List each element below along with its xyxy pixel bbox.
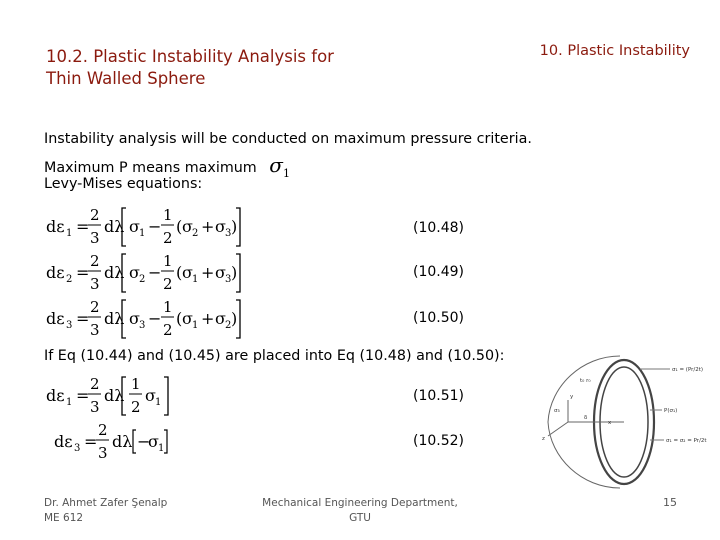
equation-number-10-49: (10.49) [413,264,465,280]
svg-text:2: 2 [139,274,146,285]
svg-text:dλ: dλ [104,217,125,236]
svg-text:2: 2 [90,252,100,270]
svg-text:−: − [148,217,162,236]
author-name: Dr. Ahmet Zafer Şenalp [44,497,168,509]
svg-text:σ: σ [182,309,193,328]
svg-text:2: 2 [90,375,100,393]
svg-text:dλ: dλ [104,309,125,328]
equation-10-52 [44,418,184,464]
slide-title: 10.2. Plastic Instability Analysis for Thin Walled Sphere [46,47,334,88]
svg-text:σ: σ [182,263,193,282]
equation-number-10-51: (10.51) [413,388,465,404]
svg-text:2: 2 [66,274,73,285]
footer-department [258,496,462,526]
svg-text:−: − [137,432,151,451]
thin-walled-sphere-figure [532,352,712,492]
svg-text:1: 1 [163,298,173,316]
equation-number-10-52: (10.52) [413,433,465,449]
svg-text:): ) [231,263,238,282]
figure-label-center: δ [584,415,588,421]
svg-text:=: = [76,263,90,282]
svg-text:=: = [76,217,90,236]
equation-number-10-48: (10.48) [413,220,465,236]
figure-label-top-left: t₀ r₀ [580,378,591,384]
svg-text:σ: σ [215,309,226,328]
svg-text:3: 3 [90,398,100,416]
figure-label-top-right: σ₁ = (Pr/2t) [672,367,704,373]
svg-text:1: 1 [163,252,173,270]
equation-10-48 [44,203,244,249]
svg-text:3: 3 [225,228,232,239]
svg-text:3: 3 [90,275,100,293]
svg-text:2: 2 [163,321,173,339]
levy-mises-heading: Levy-Mises equations: [44,176,203,192]
intro-line: Instability analysis will be conducted on maximum pressure criteria. [44,131,532,147]
svg-text:(: ( [176,263,183,282]
substitution-line: If Eq (10.44) and (10.45) are placed into Eq (10.48) and (10.50): [44,348,505,364]
svg-text:1: 1 [66,228,73,239]
svg-text:3: 3 [74,443,81,454]
equation-10-49 [44,249,244,295]
svg-text:(: ( [176,309,183,328]
svg-text:3: 3 [139,320,146,331]
equation-10-49-math [44,249,244,295]
equation-10-50-math [44,295,244,341]
page-number: 15 [663,496,677,509]
svg-text:dλ: dλ [112,432,133,451]
svg-text:−: − [148,263,162,282]
max-pressure-text: Maximum P means maximum [44,160,257,176]
svg-text:=: = [76,386,90,405]
svg-text:3: 3 [98,444,108,462]
equation-10-51 [44,372,184,418]
svg-text:2: 2 [98,421,108,439]
svg-text:2: 2 [163,275,173,293]
svg-text:σ: σ [129,217,140,236]
svg-text:3: 3 [90,321,100,339]
equation-10-52-math [44,418,184,464]
svg-text:dε: dε [46,263,65,282]
svg-text:+: + [201,217,215,236]
department-name: Mechanical Engineering Department, [262,497,458,509]
svg-text:2: 2 [192,228,199,239]
equation-10-48-math [44,203,244,249]
svg-text:+: + [201,309,215,328]
svg-text:): ) [231,309,238,328]
svg-text:1: 1 [155,397,162,408]
figure-label-bottom-right: σ₁ = σ₂ = Pr/2t [666,438,707,444]
svg-text:σ: σ [182,217,193,236]
svg-text:2: 2 [90,298,100,316]
svg-text:dλ: dλ [104,263,125,282]
svg-text:σ: σ [215,263,226,282]
svg-text:2: 2 [90,206,100,224]
svg-text:1: 1 [158,443,165,454]
figure-label-y: y [570,394,574,400]
svg-text:1: 1 [163,206,173,224]
svg-text:=: = [76,309,90,328]
svg-text:σ: σ [215,217,226,236]
svg-text:1: 1 [192,320,199,331]
svg-text:=: = [84,432,98,451]
svg-text:3: 3 [90,229,100,247]
university-name: GTU [349,512,371,524]
svg-text:(: ( [176,217,183,236]
equation-10-51-math [44,372,184,418]
svg-text:3: 3 [66,320,73,331]
footer-author [44,496,167,526]
svg-text:σ: σ [129,309,140,328]
svg-text:1: 1 [192,274,199,285]
svg-text:dε: dε [46,309,65,328]
svg-text:−: − [148,309,162,328]
svg-text:+: + [201,263,215,282]
svg-text:1: 1 [66,397,73,408]
svg-text:1: 1 [139,228,146,239]
svg-text:2: 2 [225,320,232,331]
svg-text:dλ: dλ [104,386,125,405]
equation-number-10-50: (10.50) [413,310,465,326]
svg-text:σ: σ [148,432,159,451]
chapter-label: 10. Plastic Instability [539,43,690,59]
figure-label-z: z [542,436,545,442]
figure-label-middle-right: P(σ₁) [664,408,678,414]
svg-text:σ: σ [145,386,156,405]
equation-10-50 [44,295,244,341]
svg-text:): ) [231,217,238,236]
svg-text:σ: σ [129,263,140,282]
course-code: ME 612 [44,512,84,524]
svg-text:dε: dε [54,432,73,451]
svg-text:dε: dε [46,386,65,405]
svg-text:3: 3 [225,274,232,285]
svg-text:1: 1 [131,375,141,393]
svg-text:2: 2 [131,398,141,416]
eq48-lhs: dε [46,217,65,236]
svg-text:2: 2 [163,229,173,247]
figure-label-x: x [608,420,612,426]
figure-label-left: σ₃ [554,408,560,414]
sigma-symbol: $\sigma_1$ [269,153,290,180]
